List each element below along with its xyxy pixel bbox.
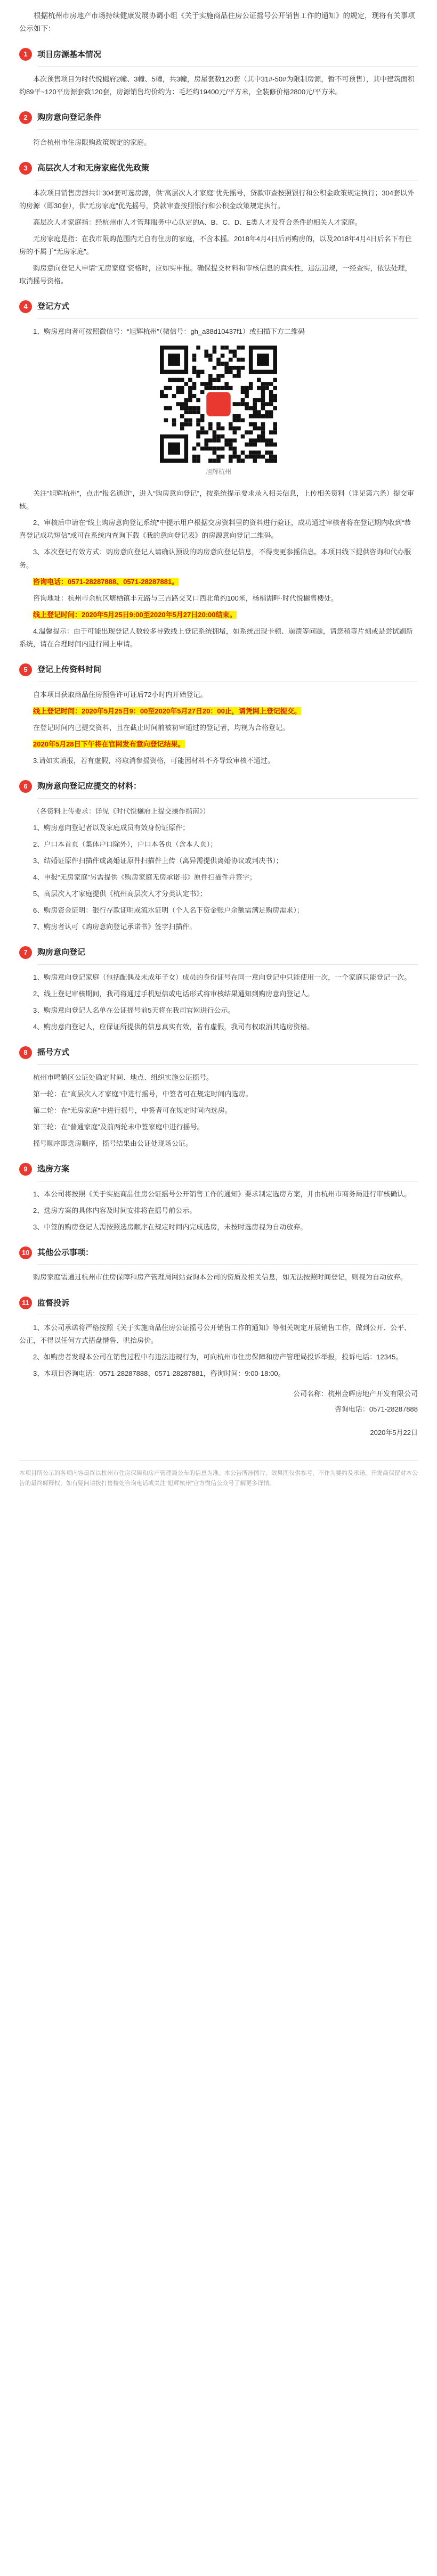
intro-text: 根据杭州市房地产市场持续健康发展协调小组《关于实施商品住房公证摇号公开销售工作的通知》的规定，现将有关事项公示如下： bbox=[19, 12, 415, 33]
section-paragraph: 第二轮：在“无房家庭”中进行摇号，中签者可在规定时间内选房。 bbox=[33, 1106, 232, 1114]
qr-code-icon bbox=[160, 346, 277, 463]
section-paragraph: 1、购房意向者可按照微信号：“旭辉杭州”（微信号：gh_a38d10437f1）或扫描下方二维码 bbox=[33, 327, 305, 336]
section-divider bbox=[37, 1181, 418, 1182]
section-divider bbox=[37, 180, 418, 181]
section-paragraph: 2、审核后申请在“线上购房意向登记系统”中提示用户根据交房资料里的资料进行验证，成功通过审核者将在登记期内收到“恭喜登记成功短信”或可在系统内查询下载《我的意向登记表》的房源意向登记二维码。 bbox=[19, 519, 411, 540]
section-header bbox=[19, 1296, 418, 1311]
section-number-badge: 1 bbox=[19, 48, 32, 61]
section-paragraph: 购房意向登记人申请“无房家庭”资格时，应如实申报。确保提交材料和审核信息的真实性，违法违规，一经查实，依法处理，取消摇号资格。 bbox=[19, 264, 412, 285]
section-header bbox=[19, 945, 418, 960]
section-number-badge: 4 bbox=[19, 300, 32, 313]
section-paragraph: 自本项目获取商品住房预售许可证后72小时内开始登记。 bbox=[33, 690, 207, 699]
section-title: 购房意向登记条件 bbox=[37, 113, 102, 122]
section-title: 登记方式 bbox=[37, 302, 70, 311]
section-7 bbox=[19, 945, 418, 1033]
section-header bbox=[19, 662, 418, 677]
section-header bbox=[19, 161, 418, 176]
section-paragraph: 咨询电话：0571-28287888、0571-28287881。 bbox=[33, 577, 179, 586]
section-title: 监督投诉 bbox=[37, 1298, 70, 1308]
section-paragraph: 本次预售项目为时代悦樾府2幢、3幢、5幢，共3幢，房屋套数120套（其中31#-50#为限制房源，暂不可预售），其中建筑面积约89平~120平房源套数120套，房源销售均价约为：毛坯约19400元/平方米，全装修价格2800元/平方米。 bbox=[19, 75, 415, 96]
section-paragraph: 3、本次登记有效方式：购房意向登记人请确认预设的购房意向登记信息，不得变更参摇信息。本项目线下提供咨询和代办服务。 bbox=[19, 548, 411, 569]
section-header bbox=[19, 1245, 418, 1260]
section-paragraph: 3、结婚证原件扫描件或离婚证原件扫描件上传（离异需提供离婚协议或判决书）； bbox=[33, 856, 283, 865]
section-11 bbox=[19, 1296, 418, 1381]
section-paragraph: 1、本公司承诺将严格按照《关于实施商品住房公证摇号公开销售工作的通知》等相关规定开展销售工作，做到公开、公平、公正，不得以任何方式捂盘惜售、哄抬房价。 bbox=[19, 1324, 411, 1345]
section-paragraph: 咨询地址：杭州市余杭区塘栖镇丰元路与三吉路交叉口西北角约100米，杨梢湖畔·时代悦樾售楼处。 bbox=[33, 594, 338, 602]
section-paragraph: （各资料上传要求：详见《时代悦樾府上提交操作指南》） bbox=[33, 807, 210, 815]
section-9 bbox=[19, 1162, 418, 1234]
section-divider bbox=[37, 1264, 418, 1265]
section-header bbox=[19, 779, 418, 794]
section-paragraph: 1、购房意向登记者以及家庭成员有效身份证原件； bbox=[33, 823, 190, 832]
section-3 bbox=[19, 161, 418, 288]
footer-note: 本项目所公示的各项内容最终以杭州市住房保障和房产管理局公布的信息为准。本公告所涉图片、效果图仅供参考，不作为要约及承诺。开发商保留对本公告的最终解释权，如有疑问请拨打售楼处咨询电话或关注“旭辉杭州”官方微信公众号了解更多详情。 bbox=[19, 1461, 418, 1489]
section-paragraph: 2、户口本首页（集体户口除外），户口本各页（含本人页）； bbox=[33, 840, 217, 848]
section-title: 摇号方式 bbox=[37, 1047, 70, 1057]
section-paragraph: 3、本项目咨询电话：0571-28287888、0571-28287881，咨询时间：9:00-18:00。 bbox=[33, 1369, 285, 1378]
section-title: 项目房源基本情况 bbox=[37, 50, 102, 59]
section-8 bbox=[19, 1045, 418, 1150]
qr-caption: 旭辉杭州 bbox=[205, 468, 231, 476]
section-paragraph: 3、购房意向登记人名单在公证摇号前5天将在我司官网进行公示。 bbox=[33, 1006, 235, 1014]
highlight-paragraph: 2020年5月28日下午将在官网发布意向登记结果。 bbox=[33, 740, 185, 748]
section-paragraph: 1、购房意向登记家庭（包括配偶及未成年子女）成员的身份证号在同一意向登记中只能使用一次，一个家庭只能登记一次。 bbox=[33, 973, 411, 981]
qr-block bbox=[19, 346, 418, 478]
section-paragraph: 线上登记时间：2020年5月25日9:00至2020年5月27日20:00结束。 bbox=[33, 610, 237, 619]
section-divider bbox=[37, 318, 418, 319]
section-paragraph: 在登记时间内已提交资料，且在截止时间前被初审通过的登记者，均视为合格登记。 bbox=[33, 723, 290, 732]
date-line: 2020年5月22日 bbox=[370, 1428, 418, 1437]
section-header bbox=[19, 299, 418, 314]
section-paragraph: 线上登记时间：2020年5月25日9：00至2020年5月27日20：00止，请凭网上登记提交。 bbox=[33, 707, 301, 715]
section-header bbox=[19, 1162, 418, 1177]
section-divider bbox=[37, 129, 418, 130]
section-title: 高层次人才和无房家庭优先政策 bbox=[37, 163, 150, 173]
section-paragraph: 2、线上登记审核期间，我司将通过手机短信或电话形式将审核结果通知到购房意向登记人。 bbox=[33, 989, 314, 998]
section-paragraph: 第三轮：在“普通家庭”及前两轮未中签家庭中进行摇号。 bbox=[33, 1122, 204, 1131]
section-paragraph: 关注“旭辉杭州”，点击“报名通道”，进入“购房意向登记”，按系统提示要求录入相关信息，上传相关资料（详见第六条）提交审核。 bbox=[19, 489, 414, 511]
section-4 bbox=[19, 299, 418, 651]
section-paragraph: 2、选房方案的具体内容及时间安排将在摇号前公示。 bbox=[33, 1206, 197, 1215]
company-line: 公司名称：杭州金晖房地产开发有限公司 bbox=[293, 1390, 418, 1398]
section-title: 购房意向登记 bbox=[37, 947, 86, 957]
contact-line: 咨询电话：0571-28287888 bbox=[334, 1405, 418, 1413]
section-paragraph: 符合杭州市住房限购政策规定的家庭。 bbox=[33, 138, 151, 147]
section-paragraph: 3、中签的购房登记人需按照选房顺序在规定时间内完成选房，未按时选房视为自动放弃。 bbox=[33, 1223, 307, 1231]
sections-container bbox=[19, 47, 418, 1381]
section-number-badge: 2 bbox=[19, 111, 32, 124]
section-paragraph: 第一轮：在“高层次人才家庭”中进行摇号，中签者可在规定时间内选房。 bbox=[33, 1089, 253, 1098]
section-header bbox=[19, 1045, 418, 1060]
section-number-badge: 7 bbox=[19, 946, 32, 959]
section-paragraph: 6、购房资金证明：银行存款证明或流水证明（个人名下资金账户余额需满足购房需求）； bbox=[33, 906, 304, 914]
qr-code-image bbox=[160, 346, 277, 463]
section-2 bbox=[19, 110, 418, 149]
section-paragraph: 1、本公司将按照《关于实施商品住房公证摇号公开销售工作的通知》要求制定选房方案，并由杭州市商务局进行审核确认。 bbox=[33, 1189, 411, 1198]
section-number-badge: 9 bbox=[19, 1163, 32, 1176]
section-number-badge: 11 bbox=[19, 1297, 32, 1309]
section-number-badge: 8 bbox=[19, 1046, 32, 1059]
section-paragraph: 高层次人才家庭指：经杭州市人才管理服务中心认定的A、B、C、D、E类人才及符合条件的相关人才家庭。 bbox=[33, 218, 362, 227]
section-paragraph: 2、如购房者发现本公司在销售过程中有违法违规行为，可向杭州市住房保障和房产管理局投诉举报，投诉电话：12345。 bbox=[33, 1353, 403, 1361]
section-title: 登记上传资料时间 bbox=[37, 664, 102, 674]
section-5 bbox=[19, 662, 418, 767]
section-header bbox=[19, 47, 418, 62]
section-number-badge: 5 bbox=[19, 663, 32, 676]
section-number-badge: 10 bbox=[19, 1246, 32, 1259]
section-paragraph: 杭州市鸣鹤区公证处确定时间、地点、组织实施公证摇号。 bbox=[33, 1073, 214, 1081]
section-divider bbox=[37, 1064, 418, 1065]
section-paragraph: 4、购房意向登记人，应保证所提供的信息真实有效，若有虚假，我司有权取消其选房资格。 bbox=[33, 1022, 314, 1031]
section-paragraph: 4.温馨提示：由于可能出现登记人数较多导致线上登记系统拥堵，如系统出现卡顿、崩溃等问题，请您稍等片刻或是尝试刷新系统，请在合理时间内进行网上申请。 bbox=[19, 627, 413, 648]
section-title: 选房方案 bbox=[37, 1164, 70, 1174]
section-header bbox=[19, 110, 418, 125]
section-divider bbox=[37, 66, 418, 67]
section-divider bbox=[37, 798, 418, 799]
section-paragraph: 5、高层次人才家庭提供《杭州高层次人才分类认定书》； bbox=[33, 889, 207, 898]
section-paragraph: 无房家庭是指：在我市限购范围内无自有住房的家庭，不含本摇。2018年4月4日后再购房的，以及2018年4月4日后名下有住房的不属于“无房家庭”。 bbox=[19, 235, 412, 256]
section-10 bbox=[19, 1245, 418, 1284]
section-number-badge: 3 bbox=[19, 162, 32, 175]
section-paragraph: 本次项目销售房源共计304套可选房源，供“高层次人才家庭”优先摇号，贷款审查按照银行和公积金政策规定执行；304套以外的房源（即30套），供“无房家庭”优先摇号，贷款审查按照银行和公积金政策规定执行。 bbox=[19, 188, 415, 210]
section-paragraph: 7、购房者认可《购房意向登记承诺书》签字扫描件。 bbox=[33, 922, 197, 931]
section-paragraph: 摇号顺序即选房顺序，摇号结果由公证处现场公证。 bbox=[33, 1139, 193, 1147]
section-paragraph: 购房家庭需通过杭州市住房保障和房产管理局网站查询本公司的资质及相关信息，如无法按照时间登记，则视为自动放弃。 bbox=[33, 1273, 408, 1282]
section-6 bbox=[19, 779, 418, 933]
section-title: 其他公示事项： bbox=[37, 1248, 94, 1257]
section-number-badge: 6 bbox=[19, 780, 32, 793]
section-divider bbox=[37, 964, 418, 965]
section-paragraph: 3.请如实填报，若有虚假，将取消参摇资格，可能因材料不齐导致审核不通过。 bbox=[33, 756, 274, 765]
section-title: 购房意向登记应提交的材料： bbox=[37, 781, 142, 791]
section-1 bbox=[19, 47, 418, 99]
section-paragraph: 4、申报“无房家庭”另需提供《购房家庭无房承诺书》原件扫描件并签字； bbox=[33, 873, 256, 881]
